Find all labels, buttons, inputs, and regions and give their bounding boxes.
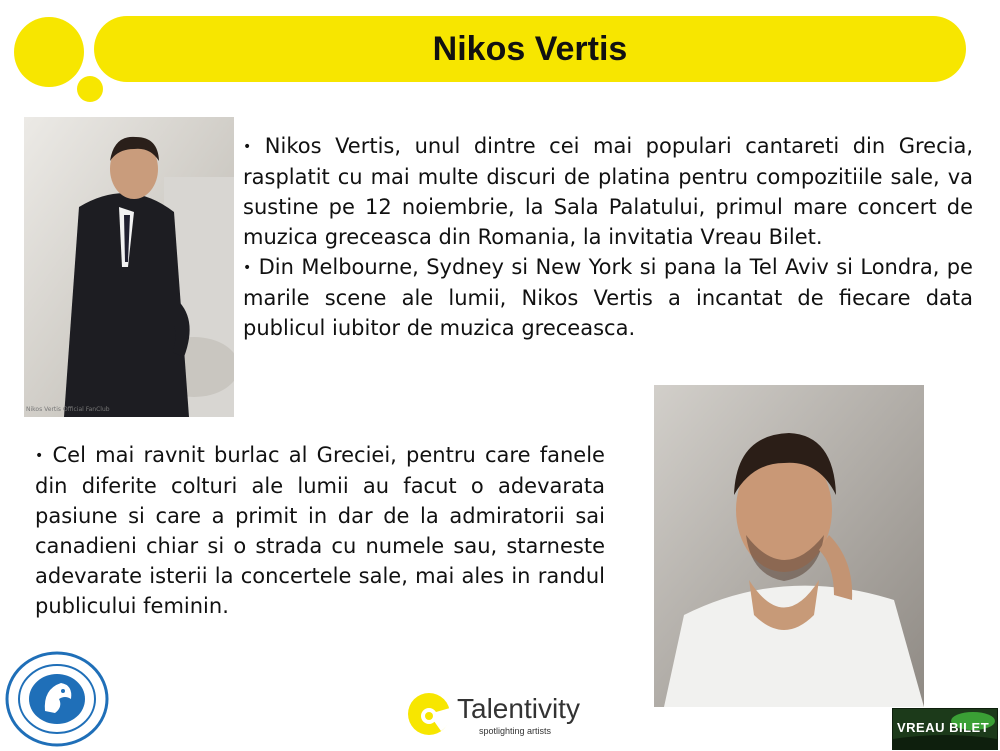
title-bar: [94, 16, 966, 82]
paragraph-2-text: Din Melbourne, Sydney si New York si pana la Tel Aviv si Londra, pe marile scene ale lumii, Nikos Vertis a incantat de fiecare data publicul iubitor de muzica greceasca.: [243, 255, 973, 340]
talentivity-name: Talentivity: [457, 693, 580, 724]
paragraph-1-text: Nikos Vertis, unul dintre cei mai populari cantareti din Grecia, rasplatit cu mai multe discuri de platina pentru compozitiile sale, va sustine pe 12 noiembrie, la Sala Palatului, primul mare concert de muzica greceasca din Romania, la invitatia Vreau Bilet.: [243, 134, 973, 249]
talentivity-spotlight-icon: [407, 692, 451, 736]
hellenic-union-emblem: [5, 651, 109, 747]
artist-photo-suit: [24, 117, 234, 417]
artist-photo-closeup: [654, 385, 924, 707]
paragraph-1: • Nikos Vertis, unul dintre cei mai populari cantareti din Grecia, rasplatit cu mai multe discuri de platina pentru compozitiile sale, va sustine pe 12 noiembrie, la Sala Palatului, primul mare concert de muzica greceasca din Romania, la invitatia Vreau Bilet.: [243, 134, 973, 249]
artist-photo-closeup-image: [654, 385, 924, 707]
talentivity-logo: [407, 690, 607, 740]
talentivity-tagline: spotlighting artists: [479, 726, 552, 736]
page-title: Nikos Vertis: [432, 29, 628, 68]
vreau-bilet-text: VREAU BILET: [897, 720, 990, 735]
text-block-bottom: [35, 440, 605, 621]
hellenic-union-logo-text: [5, 651, 6, 652]
bubble-large: [14, 17, 84, 87]
bubble-small: [77, 76, 103, 102]
paragraph-3-text: Cel mai ravnit burlac al Greciei, pentru care fanele din diferite colturi ale lumii au facut o adevarata pasiune si care a primit in dar de la admiratorii sai canadieni chiar si o strada cu numele sau, starneste adevarate isterii la concertele sale, mai ales in randul publicului feminin.: [35, 443, 605, 618]
vreau-bilet-logo: [892, 708, 998, 750]
photo-caption: Nikos Vertis Official FanClub: [26, 406, 110, 413]
paragraph-2: • Din Melbourne, Sydney si New York si pana la Tel Aviv si Londra, pe marile scene ale lumii, Nikos Vertis a incantat de fiecare data publicul iubitor de muzica greceasca.: [243, 255, 973, 340]
hellenic-union-logo: [5, 651, 109, 747]
paragraph-3: • Cel mai ravnit burlac al Greciei, pentru care fanele din diferite colturi ale lumii au facut o adevarata pasiune si care a primit in dar de la admiratorii sai canadieni chiar si o strada cu numele sau, starneste adevarate isterii la concertele sale, mai ales in randul publicului feminin.: [35, 443, 605, 618]
artist-photo-suit-image: [24, 117, 234, 417]
text-block-top: [243, 131, 973, 343]
